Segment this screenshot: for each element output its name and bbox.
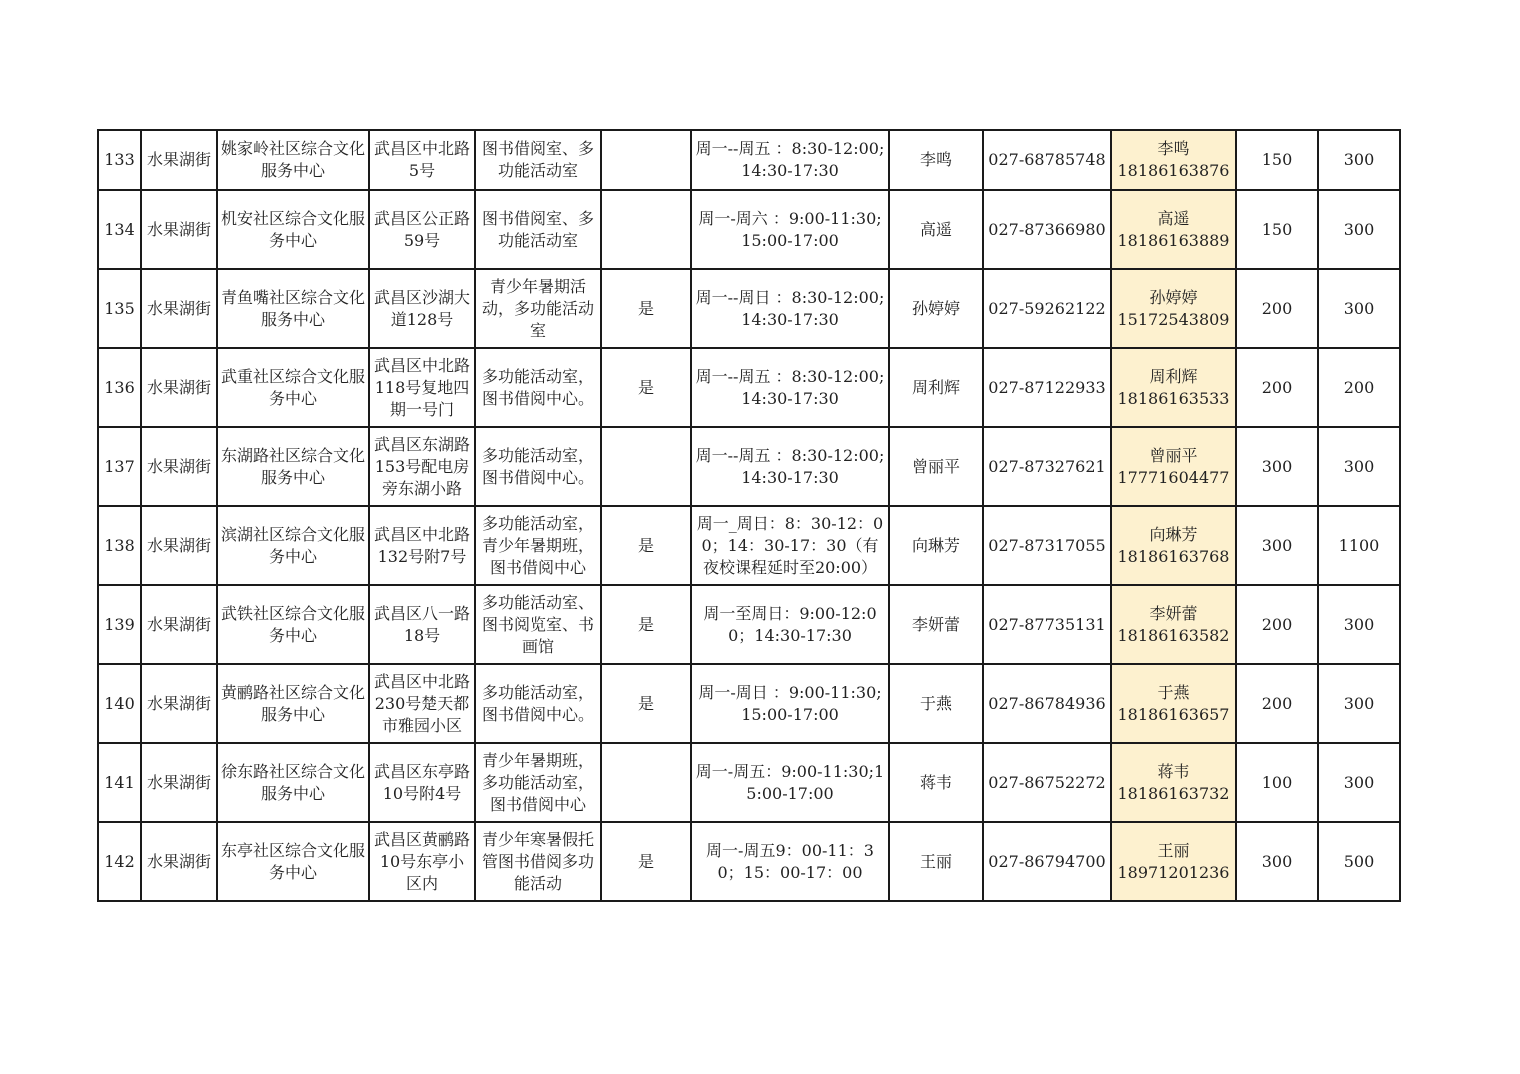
cell-facilities-text: 图书借阅室、多功能活动室 (481, 139, 594, 180)
cell-capacity (1318, 190, 1400, 269)
table-row (98, 427, 1400, 506)
cell-address (369, 585, 475, 664)
cell-street (141, 348, 217, 427)
cell-address-text: 武昌区中北路230号楚天都市雅园小区 (373, 671, 470, 735)
cell-address-text: 武昌区东湖路153号配电房旁东湖小路 (373, 434, 470, 498)
cell-row-number-text: 139 (104, 614, 135, 634)
cell-phone-text: 027-86784936 (988, 693, 1106, 713)
cell-phone-text: 027-87735131 (988, 614, 1106, 634)
cell-capacity-text: 300 (1343, 298, 1375, 318)
cell-manager-text: 于燕 (919, 693, 952, 713)
cell-manager-text: 孙婷婷 (911, 298, 960, 318)
cell-street (141, 190, 217, 269)
cell-row-number-text: 140 (104, 693, 135, 713)
cell-phone-text: 027-87366980 (988, 219, 1106, 239)
cell-flag-text: 是 (637, 298, 654, 318)
cell-opening-hours-text: 周一-周日 ：9:00-11:30;15:00-17:00 (698, 682, 882, 724)
cell-area (1236, 427, 1318, 506)
table-body (98, 130, 1400, 901)
cell-manager-text: 李妍蕾 (911, 614, 960, 634)
cell-center-name (217, 506, 369, 585)
cell-facilities-text: 多功能活动室，图书借阅中心。 (481, 445, 594, 487)
cell-row-number (98, 664, 141, 743)
cell-capacity (1318, 130, 1400, 190)
cell-area-text: 300 (1261, 851, 1293, 871)
cell-area-text: 200 (1261, 693, 1293, 713)
cell-row-number (98, 506, 141, 585)
cell-opening-hours (691, 269, 889, 348)
cell-capacity-text: 300 (1343, 456, 1375, 476)
cell-capacity (1318, 664, 1400, 743)
cell-opening-hours-text: 周一--周五 ：8:30-12:00;14:30-17:30 (695, 366, 885, 408)
cell-capacity-text: 200 (1343, 377, 1375, 397)
cell-manager-text: 曾丽平 (911, 456, 960, 476)
cell-street (141, 427, 217, 506)
cell-row-number-text: 134 (104, 219, 135, 239)
table-row (98, 506, 1400, 585)
cell-flag-text: 是 (637, 851, 654, 871)
cell-row-number (98, 348, 141, 427)
cell-facilities (475, 348, 601, 427)
cell-address-text: 武昌区中北路5号 (373, 139, 470, 180)
table-row (98, 585, 1400, 664)
cell-contact (1111, 664, 1236, 743)
cell-phone-text: 027-68785748 (988, 150, 1106, 169)
cell-opening-hours-text: 周一--周日 ：8:30-12:00;14:30-17:30 (695, 287, 885, 329)
table-row (98, 743, 1400, 822)
cell-area (1236, 743, 1318, 822)
cell-opening-hours (691, 664, 889, 743)
table-row (98, 269, 1400, 348)
cell-center-name-text: 东湖路社区综合文化服务中心 (220, 445, 365, 487)
cell-opening-hours-text: 周一--周五 ：8:30-12:00;14:30-17:30 (695, 445, 885, 487)
cell-manager (889, 130, 983, 190)
cell-phone (983, 822, 1111, 901)
cell-flag (601, 664, 691, 743)
cell-row-number-text: 135 (104, 298, 135, 318)
cell-row-number (98, 585, 141, 664)
cell-manager (889, 664, 983, 743)
cell-facilities (475, 743, 601, 822)
cell-center-name (217, 822, 369, 901)
cell-street (141, 506, 217, 585)
table-row (98, 664, 1400, 743)
cell-manager (889, 427, 983, 506)
cell-contact (1111, 743, 1236, 822)
cell-facilities-text: 多功能活动室，图书借阅中心。 (481, 682, 594, 724)
cell-contact-text: 于燕 18186163657 (1117, 682, 1230, 724)
cell-contact-text: 孙婷婷 15172543809 (1117, 287, 1230, 329)
cell-area (1236, 506, 1318, 585)
cell-flag (601, 348, 691, 427)
cell-center-name-text: 武重社区综合文化服务中心 (220, 366, 365, 408)
table-row (98, 822, 1400, 901)
cell-address (369, 743, 475, 822)
cell-flag-text: 是 (637, 535, 654, 555)
cell-center-name-text: 东亭社区综合文化服务中心 (220, 840, 365, 882)
cell-contact (1111, 585, 1236, 664)
cell-center-name (217, 743, 369, 822)
cell-manager-text: 王丽 (919, 851, 952, 871)
cell-phone (983, 585, 1111, 664)
cell-row-number (98, 269, 141, 348)
cell-opening-hours-text: 周一-周五：9:00-11:30;15:00-17:00 (695, 761, 885, 803)
cell-row-number-text: 136 (104, 377, 135, 397)
cell-area-text: 200 (1261, 377, 1293, 397)
cell-contact (1111, 130, 1236, 190)
cell-center-name (217, 130, 369, 190)
cell-capacity-text: 1100 (1338, 535, 1380, 555)
cell-facilities (475, 269, 601, 348)
cell-phone (983, 506, 1111, 585)
cell-street (141, 743, 217, 822)
cell-contact (1111, 269, 1236, 348)
cell-area-text: 300 (1261, 456, 1293, 476)
cell-contact-text: 蒋韦 18186163732 (1117, 761, 1230, 803)
cell-center-name-text: 黄鹂路社区综合文化服务中心 (220, 682, 365, 724)
cell-street (141, 664, 217, 743)
cell-row-number-text: 133 (104, 150, 135, 169)
cell-phone-text: 027-87317055 (988, 535, 1106, 555)
cell-contact-text: 周利辉 18186163533 (1117, 366, 1230, 408)
cell-flag (601, 269, 691, 348)
cell-area (1236, 190, 1318, 269)
cell-address (369, 130, 475, 190)
cell-area (1236, 585, 1318, 664)
table-row (98, 348, 1400, 427)
cell-center-name (217, 585, 369, 664)
cell-street (141, 130, 217, 190)
cell-street-text: 水果湖街 (146, 456, 211, 476)
cell-street-text: 水果湖街 (146, 693, 211, 713)
cell-row-number (98, 130, 141, 190)
cell-phone (983, 190, 1111, 269)
cell-phone (983, 130, 1111, 190)
cell-flag-text: 是 (637, 377, 654, 397)
cell-center-name-text: 武铁社区综合文化服务中心 (220, 603, 365, 645)
cell-row-number (98, 190, 141, 269)
cell-phone-text: 027-87122933 (988, 377, 1106, 397)
cell-address (369, 822, 475, 901)
cell-phone (983, 427, 1111, 506)
cell-opening-hours-text: 周一_周日：8：30-12：00；14：30-17：30（有夜校课程延时至20:00） (696, 513, 884, 577)
cell-address-text: 武昌区中北路118号复地四期一号门 (373, 355, 470, 419)
cell-street-text: 水果湖街 (146, 851, 211, 871)
cell-facilities-text: 青少年暑期班，多功能活动室，图书借阅中心 (481, 750, 594, 814)
cell-contact (1111, 427, 1236, 506)
cell-address (369, 506, 475, 585)
cell-area-text: 150 (1261, 150, 1293, 169)
cell-contact-text: 李鸣 18186163876 (1117, 139, 1230, 180)
cell-opening-hours (691, 348, 889, 427)
cell-center-name (217, 269, 369, 348)
cell-manager (889, 269, 983, 348)
cell-row-number (98, 743, 141, 822)
cell-street-text: 水果湖街 (146, 614, 211, 634)
cell-address (369, 664, 475, 743)
cell-address-text: 武昌区八一路18号 (373, 603, 470, 645)
cell-row-number-text: 137 (104, 456, 135, 476)
cell-contact (1111, 506, 1236, 585)
cell-phone-text: 027-87327621 (988, 456, 1106, 476)
cell-facilities (475, 822, 601, 901)
cell-capacity (1318, 269, 1400, 348)
cell-street-text: 水果湖街 (146, 219, 211, 239)
cell-contact-text: 高遥 18186163889 (1117, 208, 1230, 250)
cell-contact (1111, 190, 1236, 269)
cell-area-text: 100 (1261, 772, 1293, 792)
cell-manager-text: 高遥 (919, 219, 952, 239)
cell-area (1236, 269, 1318, 348)
cell-contact-text: 王丽 18971201236 (1117, 840, 1230, 882)
cell-flag (601, 190, 691, 269)
cell-capacity-text: 300 (1343, 219, 1375, 239)
cell-row-number-text: 142 (104, 851, 135, 871)
cell-facilities (475, 664, 601, 743)
cell-address (369, 190, 475, 269)
cell-facilities-text: 青少年暑期活动，多功能活动室 (481, 276, 594, 340)
cell-flag (601, 743, 691, 822)
cell-center-name-text: 滨湖社区综合文化服务中心 (220, 524, 365, 566)
cell-phone-text: 027-86794700 (988, 851, 1106, 871)
cell-facilities-text: 多功能活动室，青少年暑期班，图书借阅中心 (481, 513, 594, 577)
cell-address (369, 427, 475, 506)
cell-facilities-text: 多功能活动室，图书借阅中心。 (481, 366, 594, 408)
cell-phone (983, 664, 1111, 743)
cell-area-text: 200 (1261, 614, 1293, 634)
cell-center-name (217, 664, 369, 743)
cell-street-text: 水果湖街 (146, 298, 211, 318)
cell-capacity-text: 300 (1343, 772, 1375, 792)
cell-center-name (217, 348, 369, 427)
cell-flag-text: 是 (637, 614, 654, 634)
cell-street-text: 水果湖街 (146, 772, 211, 792)
cell-center-name-text: 徐东路社区综合文化服务中心 (220, 761, 365, 803)
service-center-table (97, 129, 1401, 902)
cell-facilities-text: 图书借阅室、多功能活动室 (481, 208, 594, 250)
cell-manager-text: 周利辉 (911, 377, 960, 397)
cell-opening-hours (691, 130, 889, 190)
cell-address-text: 武昌区东亭路10号附4号 (373, 761, 470, 803)
cell-contact-text: 李妍蕾 18186163582 (1117, 603, 1230, 645)
cell-address-text: 武昌区中北路132号附7号 (373, 524, 470, 566)
cell-opening-hours (691, 743, 889, 822)
cell-flag-text: 是 (637, 693, 654, 713)
cell-opening-hours (691, 427, 889, 506)
cell-flag (601, 427, 691, 506)
cell-opening-hours (691, 822, 889, 901)
cell-opening-hours (691, 190, 889, 269)
cell-phone-text: 027-86752272 (988, 772, 1106, 792)
cell-street-text: 水果湖街 (146, 535, 211, 555)
cell-manager (889, 822, 983, 901)
cell-address (369, 269, 475, 348)
table-row (98, 130, 1400, 190)
cell-contact-text: 曾丽平 17771604477 (1117, 445, 1230, 487)
cell-row-number-text: 141 (104, 772, 135, 792)
cell-contact (1111, 822, 1236, 901)
cell-address (369, 348, 475, 427)
cell-opening-hours-text: 周一--周五 ：8:30-12:00;14:30-17:30 (695, 139, 885, 180)
cell-flag (601, 130, 691, 190)
cell-center-name (217, 190, 369, 269)
cell-address-text: 武昌区黄鹂路10号东亭小区内 (373, 829, 470, 893)
cell-facilities-text: 青少年寒暑假托管图书借阅多功能活动 (481, 829, 594, 893)
cell-manager-text: 李鸣 (919, 150, 952, 169)
cell-street (141, 585, 217, 664)
cell-opening-hours-text: 周一-周五9：00-11：30；15：00-17：00 (706, 840, 874, 882)
cell-facilities (475, 585, 601, 664)
cell-street-text: 水果湖街 (146, 150, 211, 169)
cell-capacity (1318, 506, 1400, 585)
cell-center-name (217, 427, 369, 506)
cell-street (141, 822, 217, 901)
cell-opening-hours (691, 585, 889, 664)
cell-area-text: 200 (1261, 298, 1293, 318)
cell-street (141, 269, 217, 348)
cell-center-name-text: 姚家岭社区综合文化服务中心 (220, 139, 365, 180)
cell-capacity (1318, 585, 1400, 664)
cell-facilities (475, 506, 601, 585)
cell-facilities-text: 多功能活动室、图书阅览室、书画馆 (481, 592, 594, 656)
cell-capacity (1318, 427, 1400, 506)
cell-facilities (475, 427, 601, 506)
cell-street-text: 水果湖街 (146, 377, 211, 397)
cell-capacity-text: 300 (1343, 693, 1375, 713)
cell-address-text: 武昌区沙湖大道128号 (373, 287, 470, 329)
cell-contact-text: 向琳芳 18186163768 (1117, 524, 1230, 566)
cell-opening-hours (691, 506, 889, 585)
cell-capacity (1318, 743, 1400, 822)
cell-facilities (475, 130, 601, 190)
cell-address-text: 武昌区公正路59号 (373, 208, 470, 250)
cell-capacity (1318, 822, 1400, 901)
cell-row-number-text: 138 (104, 535, 135, 555)
table-row (98, 190, 1400, 269)
cell-capacity-text: 500 (1343, 851, 1375, 871)
cell-flag (601, 506, 691, 585)
cell-area-text: 300 (1261, 535, 1293, 555)
cell-phone-text: 027-59262122 (988, 298, 1106, 318)
cell-center-name-text: 青鱼嘴社区综合文化服务中心 (220, 287, 365, 329)
cell-area (1236, 348, 1318, 427)
cell-area-text: 150 (1261, 219, 1293, 239)
cell-flag (601, 822, 691, 901)
cell-manager (889, 585, 983, 664)
cell-manager (889, 190, 983, 269)
cell-capacity (1318, 348, 1400, 427)
cell-phone (983, 743, 1111, 822)
cell-phone (983, 269, 1111, 348)
cell-row-number (98, 427, 141, 506)
cell-opening-hours-text: 周一至周日：9:00-12:00；14:30-17:30 (703, 603, 877, 645)
cell-opening-hours-text: 周一-周六 ：9:00-11:30;15:00-17:00 (698, 208, 882, 250)
cell-area (1236, 822, 1318, 901)
cell-row-number (98, 822, 141, 901)
cell-area (1236, 664, 1318, 743)
cell-facilities (475, 190, 601, 269)
cell-flag (601, 585, 691, 664)
cell-manager (889, 348, 983, 427)
cell-capacity-text: 300 (1343, 614, 1375, 634)
cell-contact (1111, 348, 1236, 427)
cell-manager-text: 蒋韦 (919, 772, 952, 792)
cell-phone (983, 348, 1111, 427)
cell-area (1236, 130, 1318, 190)
cell-capacity-text: 300 (1343, 150, 1375, 169)
cell-manager-text: 向琳芳 (911, 535, 960, 555)
cell-center-name-text: 机安社区综合文化服务中心 (220, 208, 365, 250)
cell-manager (889, 506, 983, 585)
cell-manager (889, 743, 983, 822)
